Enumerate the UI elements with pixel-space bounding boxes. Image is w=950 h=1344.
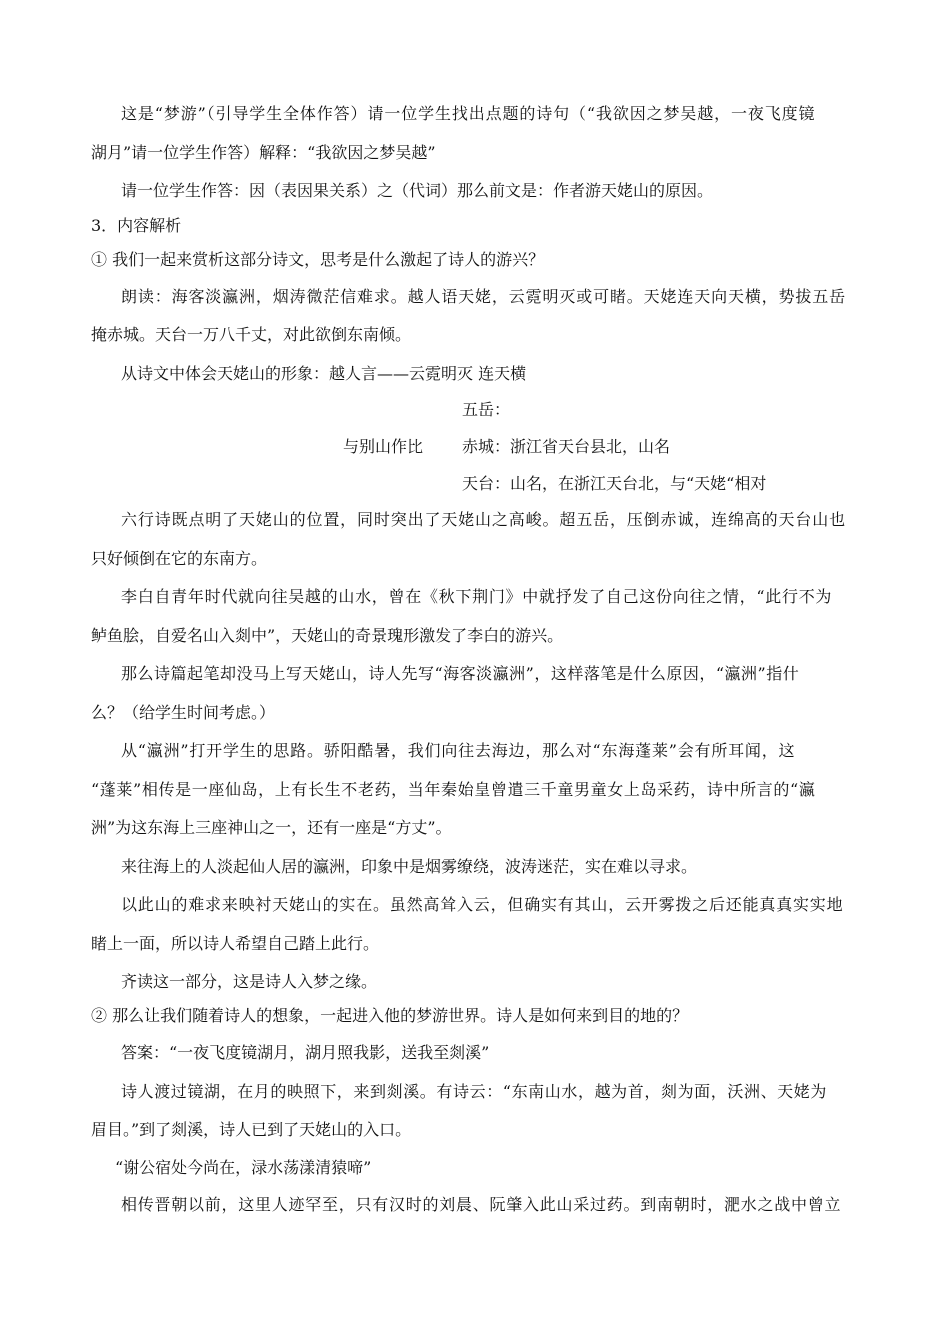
paragraph-line: 六行诗既点明了天姥山的位置，同时突出了天姥山之高峻。超五岳，压倒赤诚，连绵高的天台山也 [121,510,846,529]
paragraph-line: 湖月”请一位学生作答）解释：“我欲因之梦吴越” [91,143,436,162]
paragraph-line: 请一位学生作答：因（表因果关系）之（代词）那么前文是：作者游天姥山的原因。 [121,181,714,200]
section-heading: 3．内容解析 [91,216,182,235]
paragraph-line: 只好倾倒在它的东南方。 [91,549,268,568]
paragraph-line: 李白自青年时代就向往吴越的山水，曾在《秋下荆门》中就抒发了自己这份向往之情，“此行不为 [121,587,833,606]
paragraph-line: 诗人渡过镜湖，在月的映照下，来到剡溪。有诗云：“东南山水，越为首，剡为面，沃洲、天姥为 [121,1082,827,1101]
comparison-label: 与别山作比 [343,437,424,456]
paragraph-line: 睹上一面，所以诗人希望自己踏上此行。 [91,934,380,953]
paragraph-line: 掩赤城。天台一万八千丈，对此欲倒东南倾。 [91,325,412,344]
paragraph-line: 鲈鱼脍，自爱名山入剡中”，天姥山的奇景瑰形激发了李白的游兴。 [91,626,564,645]
paragraph-line: 来往海上的人淡起仙人居的瀛洲，印象中是烟雾缭绕，波涛迷茫，实在难以寻求。 [121,857,698,876]
paragraph-line: 朗读：海客淡瀛洲，烟涛微茫信难求。越人语天姥，云霓明灭或可睹。天姥连天向天横，势拔五岳 [121,287,846,306]
paragraph-line: 么？（给学生时间考虑。） [91,703,276,722]
paragraph-line: 这是“梦游”（引导学生全体作答）请一位学生找出点题的诗句（“我欲因之梦吴越，一夜飞度镜 [121,104,816,123]
paragraph-line: 齐读这一部分，这是诗人入梦之缘。 [121,972,378,991]
paragraph-line: 眉目。”到了剡溪，诗人已到了天姥山的入口。 [91,1120,412,1139]
paragraph-line: 以此山的难求来映衬天姥山的实在。虽然高耸入云，但确实有其山，云开雾拨之后还能真真实实地 [121,895,844,914]
question-line: ② 那么让我们随着诗人的想象，一起进入他的梦游世界。诗人是如何来到目的地的？ [91,1006,689,1025]
paragraph-line: “蓬莱”相传是一座仙岛，上有长生不老药，当年秦始皇曾遣三千童男童女上岛采药，诗中所言的“瀛 [91,780,816,799]
paragraph-line: 从诗文中体会天姥山的形象：越人言——云霓明灭 连天横 [121,364,527,383]
paragraph-line: 相传晋朝以前，这里人迹罕至，只有汉时的刘晨、阮肇入此山采过药。到南朝时，淝水之战中曾立 [121,1195,842,1214]
paragraph-line: 从“瀛洲”打开学生的思路。骄阳酷暑，我们向往去海边，那么对“东海蓬莱”会有所耳闻，这 [121,741,796,760]
quote-line: “谢公宿处今尚在，渌水荡漾清猿啼” [115,1158,372,1177]
note-line: 天台：山名，在浙江天台北，与“天姥“相对 [462,474,767,493]
answer-line: 答案：“一夜飞度镜湖月，湖月照我影，送我至剡溪” [121,1043,490,1062]
paragraph-line: 那么诗篇起笔却没马上写天姥山，诗人先写“海客淡瀛洲”，这样落笔是什么原因，“瀛洲”指什 [121,664,800,683]
note-line: 五岳： [462,400,511,419]
paragraph-line: 洲”为这东海上三座神山之一，还有一座是“方丈”。 [91,818,452,837]
note-line: 赤城：浙江省天台县北，山名 [462,437,671,456]
question-line: ① 我们一起来赏析这部分诗文，思考是什么激起了诗人的游兴？ [91,250,545,269]
